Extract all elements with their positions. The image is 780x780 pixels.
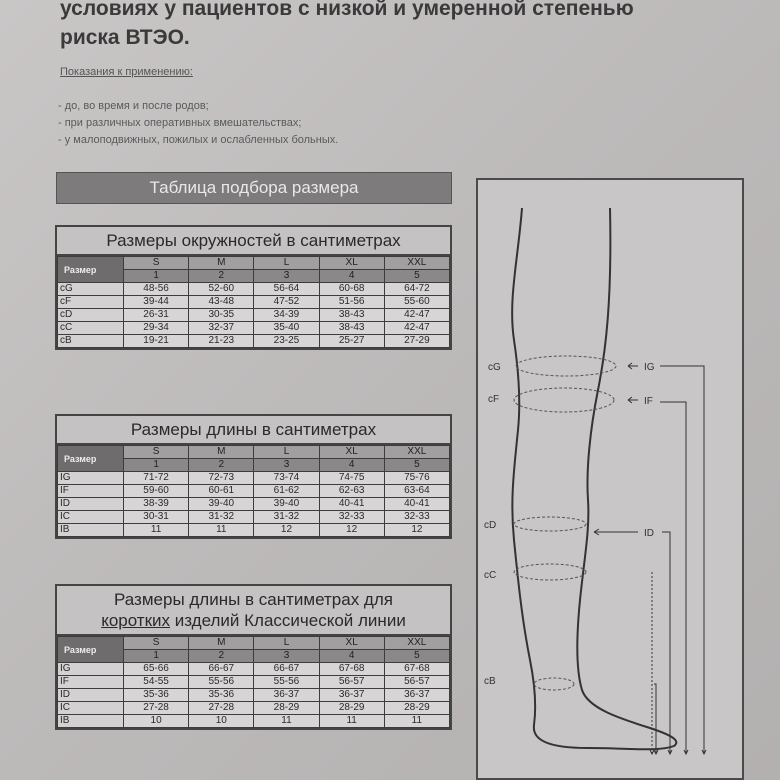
table-cell: 28-29 bbox=[319, 702, 384, 715]
short-length-table-block bbox=[55, 584, 452, 730]
table-cell: 23-25 bbox=[254, 335, 319, 348]
table-cell: 25-27 bbox=[319, 335, 384, 348]
table-cell: 11 bbox=[319, 715, 384, 728]
size-number-header: 4 bbox=[319, 270, 384, 283]
size-column-header: M bbox=[189, 257, 254, 270]
table-cell: 39-44 bbox=[124, 296, 189, 309]
circ-label-cf: cF bbox=[488, 394, 500, 405]
size-column-header: XXL bbox=[384, 446, 449, 459]
indications-list bbox=[58, 98, 338, 149]
table-cell: 47-52 bbox=[254, 296, 319, 309]
size-number-header: 2 bbox=[189, 459, 254, 472]
table-cell: 71-72 bbox=[124, 472, 189, 485]
size-number-header: 5 bbox=[384, 650, 449, 663]
row-label: IC bbox=[58, 702, 124, 715]
size-column-header: XL bbox=[319, 446, 384, 459]
table-cell: 56-57 bbox=[319, 676, 384, 689]
short-length-table bbox=[57, 636, 450, 728]
table-cell: 38-39 bbox=[124, 498, 189, 511]
len-line-if bbox=[660, 402, 686, 754]
row-label: cB bbox=[58, 335, 124, 348]
size-column-header: S bbox=[124, 446, 189, 459]
table-cell: 38-43 bbox=[319, 309, 384, 322]
size-table-banner: Таблица подбора размера bbox=[56, 172, 452, 204]
table-cell: 40-41 bbox=[319, 498, 384, 511]
table-cell: 27-28 bbox=[124, 702, 189, 715]
heading bbox=[60, 0, 760, 52]
table-cell: 43-48 bbox=[189, 296, 254, 309]
indications-title: Показания к применению: bbox=[60, 66, 193, 78]
size-column-header: S bbox=[124, 637, 189, 650]
circ-ellipse-cb bbox=[534, 678, 574, 690]
table-cell: 11 bbox=[254, 715, 319, 728]
size-number-header: 4 bbox=[319, 650, 384, 663]
heading-line-2: риска ВТЭО. bbox=[60, 26, 190, 49]
circ-ellipse-cf bbox=[514, 388, 614, 412]
arrow-heads bbox=[650, 750, 706, 754]
arrow-ig bbox=[628, 363, 638, 369]
size-column-header: XL bbox=[319, 637, 384, 650]
length-caption: Размеры длины в сантиметрах bbox=[57, 416, 450, 445]
circ-ellipse-cg bbox=[516, 356, 616, 376]
len-label-ig: IG bbox=[644, 362, 655, 373]
table-cell: 48-56 bbox=[124, 283, 189, 296]
table-cell: 34-39 bbox=[254, 309, 319, 322]
circ-ellipse-cc bbox=[514, 564, 586, 580]
size-number-header: 1 bbox=[124, 459, 189, 472]
table-cell: 73-74 bbox=[254, 472, 319, 485]
circumference-table bbox=[57, 256, 450, 348]
table-cell: 52-60 bbox=[189, 283, 254, 296]
size-column-header: L bbox=[254, 637, 319, 650]
size-number-header: 2 bbox=[189, 270, 254, 283]
table-cell: 56-64 bbox=[254, 283, 319, 296]
circ-label-cg: cG bbox=[488, 362, 501, 373]
table-row bbox=[58, 702, 450, 715]
row-label: cG bbox=[58, 283, 124, 296]
row-label: IB bbox=[58, 524, 124, 537]
indication-item: - до, во время и после родов; bbox=[58, 100, 209, 112]
table-cell: 30-31 bbox=[124, 511, 189, 524]
table-cell: 19-21 bbox=[124, 335, 189, 348]
table-cell: 30-35 bbox=[189, 309, 254, 322]
short-caption-part-1: Размеры длины в сантиметрах для bbox=[114, 590, 393, 609]
table-row bbox=[58, 296, 450, 309]
size-column-header: M bbox=[189, 637, 254, 650]
length-table-block bbox=[55, 414, 452, 539]
circ-ellipse-cd bbox=[514, 517, 586, 531]
row-label: IF bbox=[58, 676, 124, 689]
table-row bbox=[58, 715, 450, 728]
row-label: IB bbox=[58, 715, 124, 728]
table-cell: 28-29 bbox=[384, 702, 449, 715]
table-row bbox=[58, 472, 450, 485]
table-cell: 36-37 bbox=[254, 689, 319, 702]
row-label: ID bbox=[58, 689, 124, 702]
table-cell: 26-31 bbox=[124, 309, 189, 322]
table-cell: 31-32 bbox=[254, 511, 319, 524]
table-cell: 40-41 bbox=[384, 498, 449, 511]
size-number-header: 5 bbox=[384, 270, 449, 283]
table-cell: 10 bbox=[189, 715, 254, 728]
table-cell: 35-36 bbox=[189, 689, 254, 702]
table-cell: 74-75 bbox=[319, 472, 384, 485]
table-cell: 42-47 bbox=[384, 322, 449, 335]
row-label: IG bbox=[58, 472, 124, 485]
short-caption-part-2: изделий Классической линии bbox=[174, 611, 406, 630]
row-label: IF bbox=[58, 485, 124, 498]
table-cell: 12 bbox=[384, 524, 449, 537]
table-cell: 11 bbox=[189, 524, 254, 537]
table-row bbox=[58, 511, 450, 524]
table-cell: 35-40 bbox=[254, 322, 319, 335]
table-row bbox=[58, 498, 450, 511]
table-cell: 72-73 bbox=[189, 472, 254, 485]
size-number-header: 1 bbox=[124, 270, 189, 283]
table-cell: 54-55 bbox=[124, 676, 189, 689]
size-number-header: 3 bbox=[254, 270, 319, 283]
size-number-header: 1 bbox=[124, 650, 189, 663]
size-column-header: L bbox=[254, 446, 319, 459]
len-line-id bbox=[662, 532, 670, 754]
short-caption-underlined: коротких bbox=[101, 611, 171, 630]
size-header-label: Размер bbox=[58, 257, 124, 283]
table-cell: 60-68 bbox=[319, 283, 384, 296]
size-column-header: M bbox=[189, 446, 254, 459]
table-cell: 75-76 bbox=[384, 472, 449, 485]
table-cell: 35-36 bbox=[124, 689, 189, 702]
len-label-if: IF bbox=[644, 396, 653, 407]
table-cell: 59-60 bbox=[124, 485, 189, 498]
length-table bbox=[57, 445, 450, 537]
table-cell: 56-57 bbox=[384, 676, 449, 689]
table-cell: 63-64 bbox=[384, 485, 449, 498]
table-cell: 28-29 bbox=[254, 702, 319, 715]
row-label: ID bbox=[58, 498, 124, 511]
size-number-header: 3 bbox=[254, 650, 319, 663]
table-cell: 42-47 bbox=[384, 309, 449, 322]
size-number-header: 3 bbox=[254, 459, 319, 472]
table-row bbox=[58, 689, 450, 702]
table-row bbox=[58, 524, 450, 537]
table-cell: 27-28 bbox=[189, 702, 254, 715]
circumference-caption: Размеры окружностей в сантиметрах bbox=[57, 227, 450, 256]
table-cell: 32-33 bbox=[319, 511, 384, 524]
table-cell: 65-66 bbox=[124, 663, 189, 676]
table-cell: 10 bbox=[124, 715, 189, 728]
heading-line-1: условиях у пациентов с низкой и умеренной степенью bbox=[60, 0, 634, 20]
row-label: cD bbox=[58, 309, 124, 322]
table-cell: 51-56 bbox=[319, 296, 384, 309]
table-cell: 12 bbox=[254, 524, 319, 537]
size-column-header: XL bbox=[319, 257, 384, 270]
size-column-header: L bbox=[254, 257, 319, 270]
size-header-label: Размер bbox=[58, 446, 124, 472]
row-label: cF bbox=[58, 296, 124, 309]
table-cell: 66-67 bbox=[254, 663, 319, 676]
table-cell: 39-40 bbox=[254, 498, 319, 511]
table-cell: 62-63 bbox=[319, 485, 384, 498]
table-cell: 21-23 bbox=[189, 335, 254, 348]
table-cell: 29-34 bbox=[124, 322, 189, 335]
size-column-header: XXL bbox=[384, 637, 449, 650]
table-cell: 27-29 bbox=[384, 335, 449, 348]
table-cell: 61-62 bbox=[254, 485, 319, 498]
table-row bbox=[58, 485, 450, 498]
table-cell: 60-61 bbox=[189, 485, 254, 498]
table-row bbox=[58, 322, 450, 335]
leg-diagram bbox=[476, 178, 744, 780]
circ-label-cc: cC bbox=[484, 570, 497, 581]
circ-label-cb: cB bbox=[484, 676, 496, 687]
table-cell: 67-68 bbox=[384, 663, 449, 676]
table-cell: 36-37 bbox=[319, 689, 384, 702]
size-column-header: S bbox=[124, 257, 189, 270]
short-length-caption bbox=[57, 586, 450, 636]
circumference-table-block bbox=[55, 225, 452, 350]
size-header-label: Размер bbox=[58, 637, 124, 663]
indication-item: - у малоподвижных, пожилых и ослабленных больных. bbox=[58, 134, 339, 146]
table-row bbox=[58, 335, 450, 348]
table-cell: 67-68 bbox=[319, 663, 384, 676]
size-number-header: 4 bbox=[319, 459, 384, 472]
size-number-header: 5 bbox=[384, 459, 449, 472]
table-cell: 12 bbox=[319, 524, 384, 537]
row-label: IC bbox=[58, 511, 124, 524]
table-cell: 64-72 bbox=[384, 283, 449, 296]
len-label-id: ID bbox=[644, 528, 654, 539]
table-cell: 31-32 bbox=[189, 511, 254, 524]
table-cell: 39-40 bbox=[189, 498, 254, 511]
arrow-id bbox=[594, 529, 638, 535]
arrow-if bbox=[628, 397, 638, 403]
len-line-ig bbox=[660, 366, 704, 754]
table-row bbox=[58, 663, 450, 676]
table-cell: 55-56 bbox=[189, 676, 254, 689]
size-column-header: XXL bbox=[384, 257, 449, 270]
table-row bbox=[58, 283, 450, 296]
indication-item: - при различных оперативных вмешательствах; bbox=[58, 117, 302, 129]
table-cell: 36-37 bbox=[384, 689, 449, 702]
table-cell: 11 bbox=[384, 715, 449, 728]
table-cell: 55-56 bbox=[254, 676, 319, 689]
table-cell: 38-43 bbox=[319, 322, 384, 335]
row-label: cC bbox=[58, 322, 124, 335]
leg-diagram-svg bbox=[478, 180, 742, 778]
table-cell: 55-60 bbox=[384, 296, 449, 309]
row-label: IG bbox=[58, 663, 124, 676]
table-cell: 66-67 bbox=[189, 663, 254, 676]
table-cell: 11 bbox=[124, 524, 189, 537]
table-cell: 32-37 bbox=[189, 322, 254, 335]
size-number-header: 2 bbox=[189, 650, 254, 663]
table-row bbox=[58, 676, 450, 689]
table-row bbox=[58, 309, 450, 322]
circ-label-cd: cD bbox=[484, 520, 497, 531]
len-line-ib bbox=[654, 684, 656, 754]
table-cell: 32-33 bbox=[384, 511, 449, 524]
